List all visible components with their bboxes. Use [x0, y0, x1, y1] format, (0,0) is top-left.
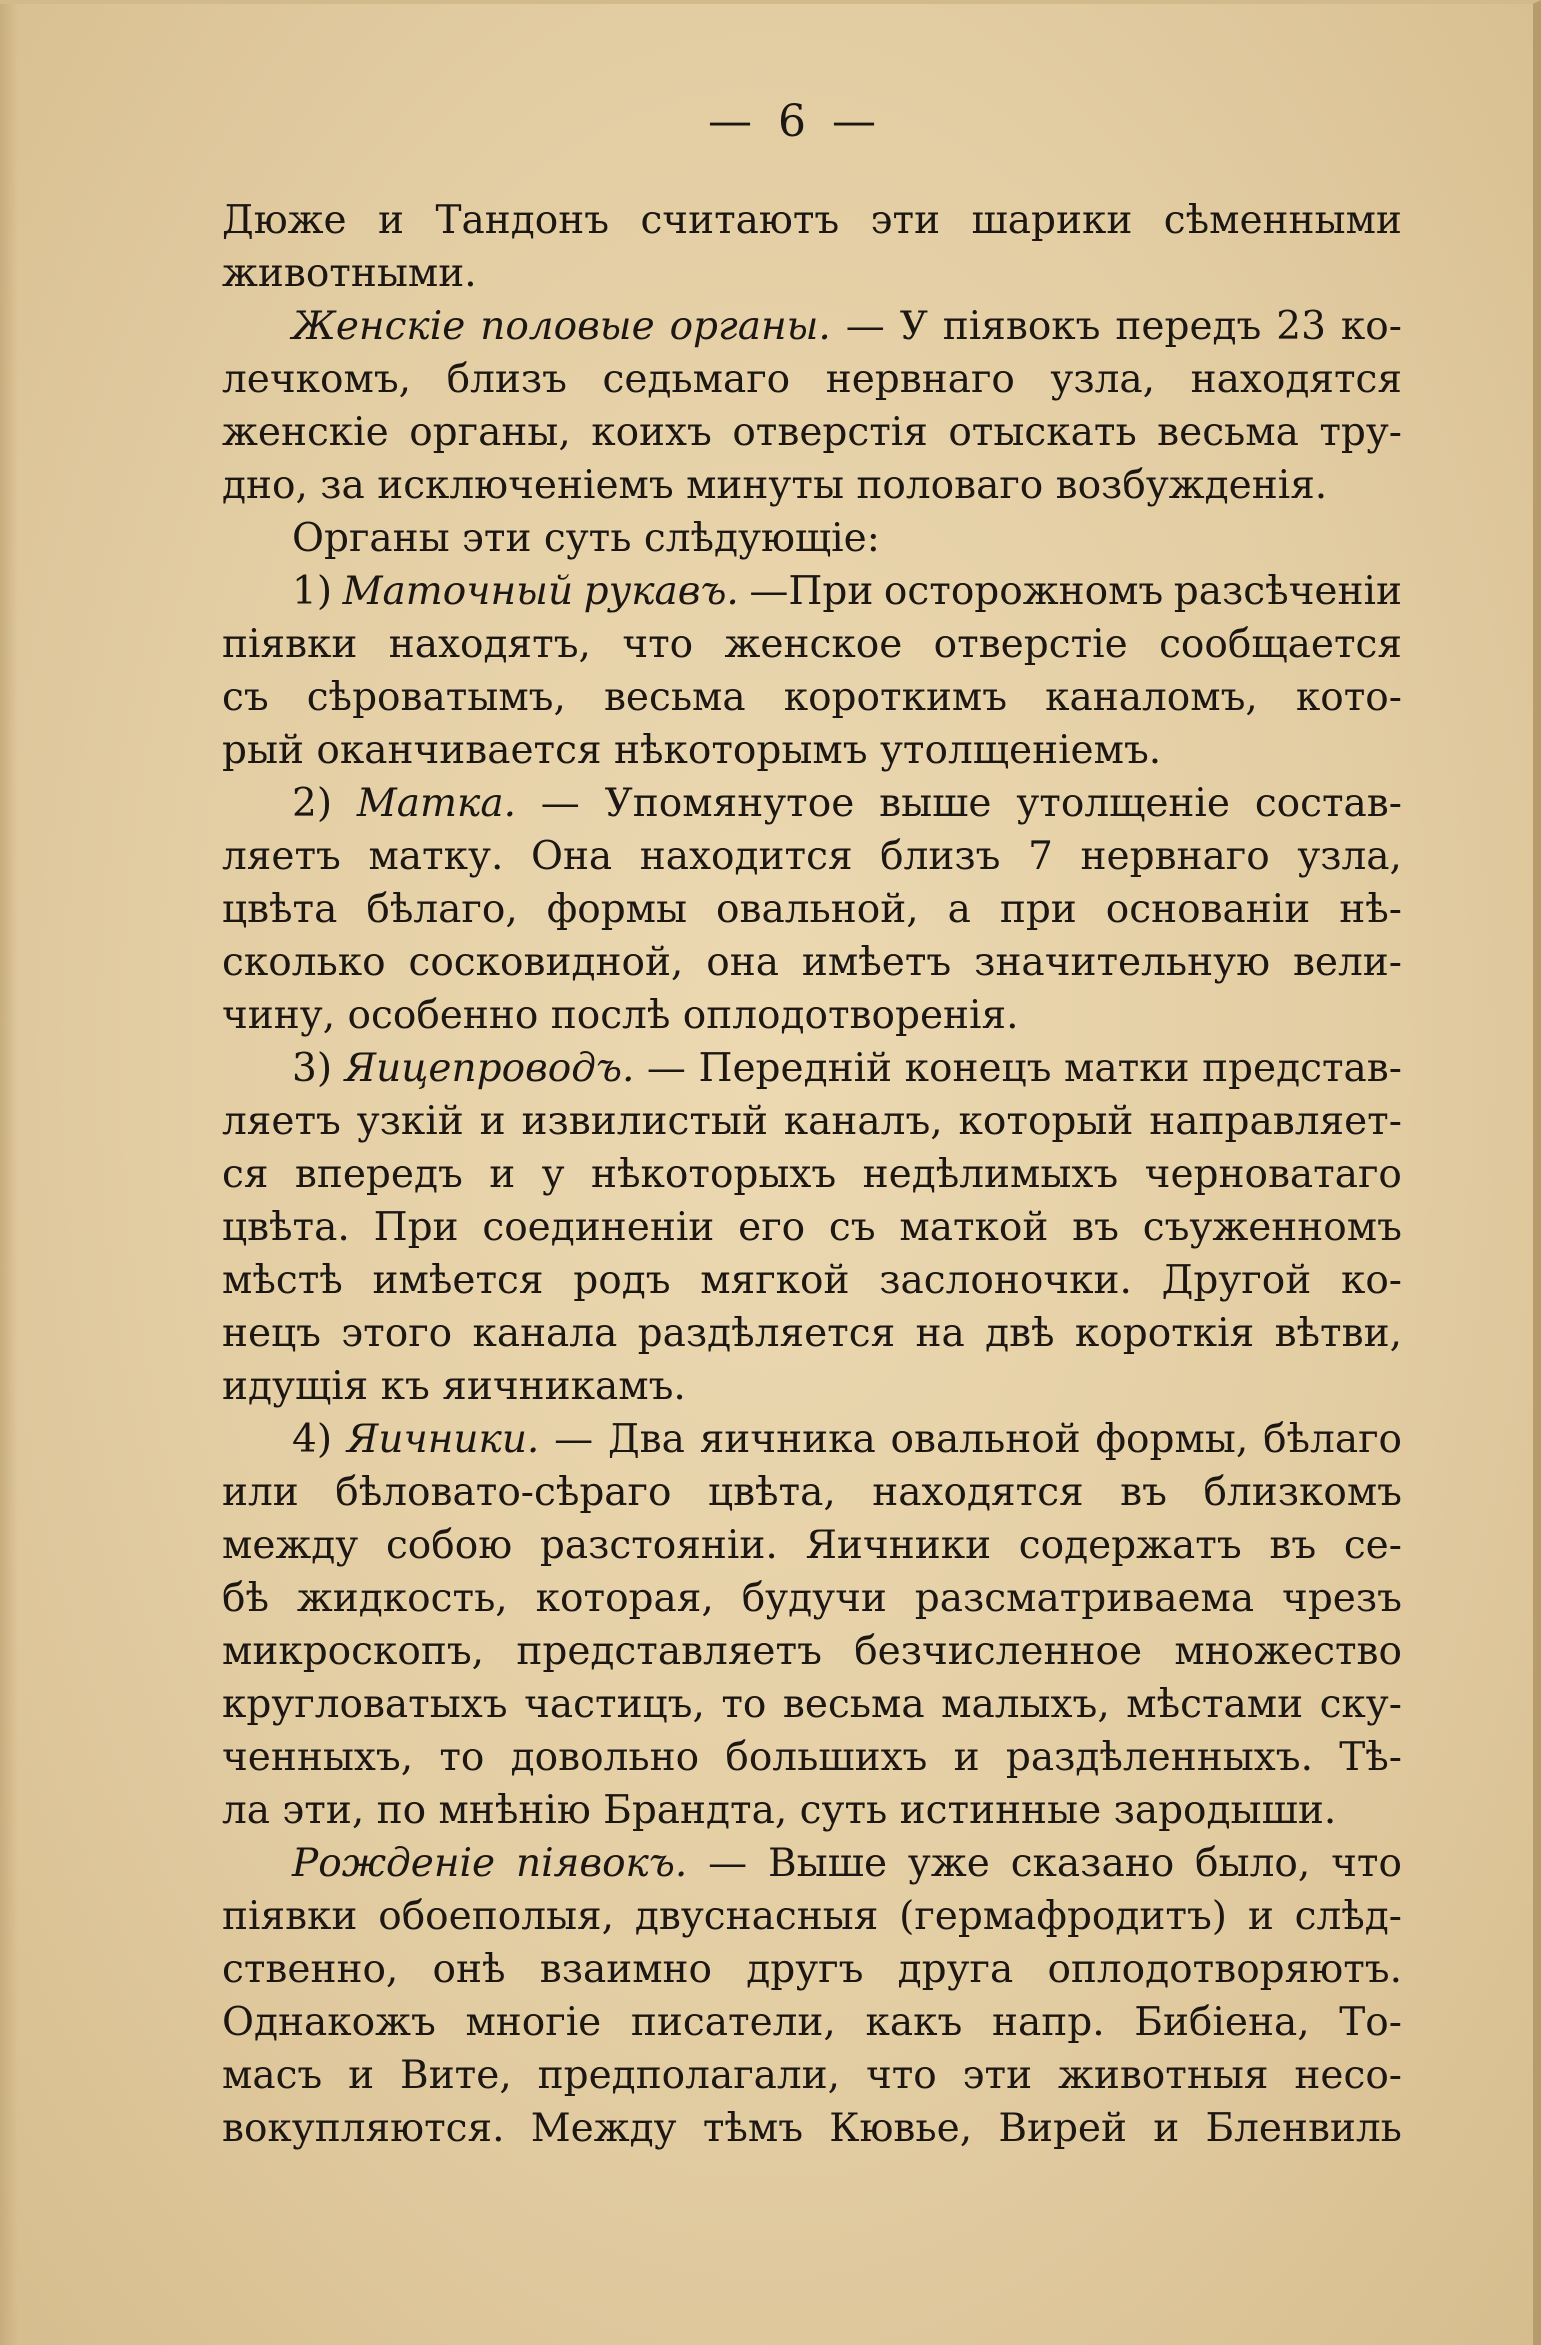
word: съ	[828, 1205, 876, 1250]
word: нервнаго	[1080, 834, 1270, 879]
word: піявокъ	[942, 304, 1101, 349]
word: цвѣта.	[222, 1205, 350, 1250]
word: съ	[222, 675, 269, 720]
word: вокупляются.	[222, 2106, 505, 2151]
word: каналъ,	[783, 1099, 943, 1144]
word: между	[222, 1523, 359, 1568]
word: Вите,	[400, 2053, 512, 2098]
word: нѣкоторыхъ	[591, 1152, 837, 1197]
word: и	[348, 2053, 375, 2098]
word: весьма	[1157, 410, 1299, 455]
word: безчисленное	[854, 1629, 1143, 1674]
word: что	[1331, 1841, 1402, 1886]
word: близъ	[880, 834, 1001, 879]
word: узкій	[356, 1099, 464, 1144]
word: короткимъ	[783, 675, 1008, 720]
word: 23	[1276, 304, 1326, 349]
text-line	[222, 830, 1402, 883]
word: въ	[1269, 1523, 1317, 1568]
word: Маточный	[342, 569, 574, 614]
text-line	[222, 618, 1402, 671]
word: 7	[1028, 834, 1053, 879]
word: и	[1247, 1894, 1274, 1939]
word: друга	[897, 1947, 1014, 1992]
word: представ-	[1202, 1046, 1402, 1091]
word: половые	[480, 304, 655, 349]
word: съуженномъ	[1142, 1205, 1402, 1250]
line-text: ла эти, по мнѣнію Брандта, суть истинные зародыши.	[222, 1788, 1337, 1833]
word: и	[489, 1152, 516, 1197]
word: —При	[749, 569, 874, 614]
word: —	[845, 304, 885, 349]
text-line	[222, 1307, 1402, 1360]
word: направляет-	[1149, 1099, 1402, 1144]
word: писатели,	[630, 2000, 836, 2045]
word: піявки	[222, 1894, 358, 1939]
word: при	[999, 887, 1077, 932]
word: близкомъ	[1203, 1470, 1402, 1515]
word: то	[439, 1735, 485, 1780]
word: раздѣляется	[637, 1311, 896, 1356]
word: отверстіе	[933, 622, 1128, 667]
word: находится	[639, 834, 853, 879]
word: ченныхъ,	[222, 1735, 414, 1780]
word: близъ	[446, 357, 567, 402]
word: въ	[1120, 1470, 1167, 1515]
text-line	[222, 1042, 1402, 1095]
word: множество	[1174, 1629, 1402, 1674]
word: у	[541, 1152, 565, 1197]
word: взаимно	[539, 1947, 713, 1992]
word: сѣроватымъ,	[306, 675, 566, 720]
page-number: — 6 —	[708, 96, 882, 147]
word: Яицепроводъ.	[344, 1046, 635, 1091]
word: эти	[962, 2053, 1033, 2098]
word: будучи	[741, 1576, 887, 1621]
word: се-	[1343, 1523, 1402, 1568]
word: кото-	[1295, 675, 1402, 720]
word: разстояніи.	[539, 1523, 778, 1568]
word: овальной	[890, 1417, 1081, 1462]
word: который	[958, 1099, 1134, 1144]
word: и	[953, 1735, 980, 1780]
word: нѣ-	[1339, 887, 1402, 932]
word: содержатъ	[1018, 1523, 1242, 1568]
word: При	[373, 1205, 459, 1250]
word: находятъ,	[388, 622, 591, 667]
word: находятся	[1190, 357, 1402, 402]
word: Упомянутое	[604, 781, 855, 826]
word: микроскопъ,	[222, 1629, 485, 1674]
word: отыскать	[948, 410, 1137, 455]
text-line	[222, 194, 1402, 247]
text-line	[222, 247, 1402, 300]
word: піявокъ.	[515, 1841, 688, 1886]
word: мѣстами	[1126, 1682, 1304, 1727]
word: —	[554, 1417, 594, 1462]
word: и	[1153, 2106, 1180, 2151]
word: маткой	[899, 1205, 1049, 1250]
word: Яичники.	[346, 1417, 540, 1462]
word: шарики	[971, 198, 1133, 243]
word: —	[540, 781, 580, 826]
word: представляетъ	[516, 1629, 822, 1674]
text-line	[222, 512, 1402, 565]
text-line	[222, 671, 1402, 724]
word: Тѣ-	[1339, 1735, 1402, 1780]
word: этого	[341, 1311, 453, 1356]
word: Дюже	[222, 198, 347, 243]
text-line	[222, 459, 1402, 512]
page-fold-shadow	[0, 4, 18, 2345]
word: каналомъ,	[1045, 675, 1258, 720]
word: соединеніи	[482, 1205, 715, 1250]
word: Бибіена,	[1134, 2000, 1310, 2045]
word: выше	[879, 781, 992, 826]
word: ляетъ	[222, 1099, 341, 1144]
word: седьмаго	[602, 357, 791, 402]
word: ко-	[1340, 304, 1402, 349]
word: утолщеніе	[1016, 781, 1230, 826]
text-line	[222, 2102, 1402, 2155]
word: весьма	[603, 675, 746, 720]
word: 2)	[292, 781, 333, 826]
word: Другой	[1161, 1258, 1312, 1303]
word: слѣд-	[1294, 1894, 1402, 1939]
word: органы,	[409, 410, 571, 455]
word: сѣменными	[1163, 198, 1402, 243]
word: канала	[472, 1311, 618, 1356]
word: состав-	[1254, 781, 1402, 826]
word: ственно,	[222, 1947, 399, 1992]
text-line	[222, 1784, 1402, 1837]
text-line	[222, 1625, 1402, 1678]
word: частицъ,	[524, 1682, 705, 1727]
text-line	[222, 353, 1402, 406]
word: бѣлаго	[1263, 1417, 1402, 1462]
text-line	[222, 724, 1402, 777]
text-line	[222, 1201, 1402, 1254]
word: сосковидной,	[408, 940, 684, 985]
word: (гермафродитъ)	[899, 1894, 1228, 1939]
word: предполагали,	[537, 2053, 841, 2098]
word: которая,	[535, 1576, 714, 1621]
text-line	[222, 1572, 1402, 1625]
text-line	[222, 777, 1402, 830]
word: Кювье,	[829, 2106, 973, 2151]
word: оплодотворяютъ.	[1047, 1947, 1402, 1992]
word: большихъ	[725, 1735, 928, 1780]
word: Тандонъ	[435, 198, 610, 243]
text-line	[222, 1890, 1402, 1943]
text-line	[222, 1254, 1402, 1307]
word: недѣлимыхъ	[862, 1152, 1119, 1197]
word: несо-	[1294, 2053, 1402, 2098]
word: формы,	[1095, 1417, 1249, 1462]
word: и	[378, 198, 405, 243]
word: рукавъ.	[583, 569, 739, 614]
word: вѣтви,	[1274, 1311, 1402, 1356]
word: сообщается	[1159, 622, 1402, 667]
text-line	[222, 1519, 1402, 1572]
word: ляетъ	[222, 834, 341, 879]
word: сколько	[222, 940, 386, 985]
word: узла,	[1297, 834, 1402, 879]
word: въ	[1072, 1205, 1119, 1250]
word: а	[947, 887, 971, 932]
word: То-	[1339, 2000, 1402, 2045]
word: имѣетъ	[801, 940, 952, 985]
word: Бленвиль	[1205, 2106, 1402, 2151]
word: лечкомъ,	[222, 357, 412, 402]
word: овальной,	[716, 887, 919, 932]
word: значительную	[974, 940, 1271, 985]
word: Между	[530, 2106, 677, 2151]
word: формы	[546, 887, 688, 932]
word: эти	[870, 198, 941, 243]
word: Женскіе	[292, 304, 466, 349]
word: разсматриваема	[914, 1576, 1255, 1621]
word: раздѣленныхъ.	[1005, 1735, 1313, 1780]
word: находятся	[872, 1470, 1084, 1515]
word: заслоночки.	[879, 1258, 1132, 1303]
word: 4)	[292, 1417, 333, 1462]
word: то	[721, 1682, 767, 1727]
word: довольно	[510, 1735, 700, 1780]
word: Рожденіе	[292, 1841, 496, 1886]
word: матки	[1063, 1046, 1190, 1091]
word: Вирей	[998, 2106, 1128, 2151]
word: коихъ	[591, 410, 712, 455]
word: его	[738, 1205, 806, 1250]
word: бѣлаго,	[366, 887, 518, 932]
word: и	[479, 1099, 506, 1144]
line-text: животными.	[222, 251, 477, 296]
word: многіе	[465, 2000, 602, 2045]
word: уже	[907, 1841, 990, 1886]
text-line	[222, 406, 1402, 459]
word: мѣстѣ	[222, 1258, 343, 1303]
text-line	[222, 1466, 1402, 1519]
line-text: дно, за исключеніемъ минуты половаго возбужденія.	[222, 463, 1328, 508]
text-line	[222, 565, 1402, 618]
word: —	[708, 1841, 748, 1886]
line-text: Органы эти суть слѣдующіе:	[292, 516, 880, 561]
word: 3)	[292, 1046, 333, 1091]
word: жидкость,	[296, 1576, 508, 1621]
word: У	[899, 304, 928, 349]
word: сказано	[1010, 1841, 1175, 1886]
word: органы.	[669, 304, 831, 349]
word: двуснасныя	[634, 1894, 879, 1939]
word: обоеполыя,	[378, 1894, 615, 1939]
word: кругловатыхъ	[222, 1682, 508, 1727]
word: короткія	[1074, 1311, 1255, 1356]
line-text: рый оканчивается нѣкоторымъ утолщеніемъ.	[222, 728, 1162, 773]
text-line	[222, 989, 1402, 1042]
word: другъ	[746, 1947, 864, 1992]
text-line	[222, 1360, 1402, 1413]
text-line	[222, 1413, 1402, 1466]
word: она	[706, 940, 779, 985]
word: масъ	[222, 2053, 323, 2098]
text-line	[222, 2049, 1402, 2102]
word: Однакожъ	[222, 2000, 436, 2045]
word: 1)	[292, 569, 333, 614]
word: впередъ	[294, 1152, 463, 1197]
text-line	[222, 1996, 1402, 2049]
text-line	[222, 1731, 1402, 1784]
word: мягкой	[700, 1258, 850, 1303]
word: нецъ	[222, 1311, 321, 1356]
word: чрезъ	[1282, 1576, 1402, 1621]
word: матку.	[368, 834, 504, 879]
text-line	[222, 1678, 1402, 1731]
word: Яичники	[805, 1523, 992, 1568]
text-line	[222, 1148, 1402, 1201]
word: что	[622, 622, 694, 667]
word: тру-	[1319, 410, 1402, 455]
word: весьма	[782, 1682, 925, 1727]
line-text: идущія къ яичникамъ.	[222, 1364, 686, 1409]
word: Выше	[768, 1841, 888, 1886]
word: вели-	[1292, 940, 1402, 985]
word: цвѣта	[222, 887, 338, 932]
text-line	[222, 883, 1402, 936]
word: тѣмъ	[702, 2106, 804, 2151]
word: женскіе	[222, 410, 389, 455]
word: что	[865, 2053, 937, 2098]
word: женское	[724, 622, 903, 667]
word: яичника	[699, 1417, 876, 1462]
word: или	[222, 1470, 299, 1515]
word: какъ	[865, 2000, 963, 2045]
word: Передній	[698, 1046, 893, 1091]
text-line	[222, 1095, 1402, 1148]
word: —	[646, 1046, 686, 1091]
word: онѣ	[432, 1947, 506, 1992]
word: было,	[1195, 1841, 1311, 1886]
text-line	[222, 1943, 1402, 1996]
word: считаютъ	[640, 198, 840, 243]
word: узла,	[1050, 357, 1156, 402]
text-line	[222, 936, 1402, 989]
word: малыхъ,	[941, 1682, 1110, 1727]
word: животныя	[1057, 2053, 1269, 2098]
word: Матка.	[356, 781, 516, 826]
word: отверстія	[732, 410, 928, 455]
word: ко-	[1340, 1258, 1402, 1303]
word: осторожномъ	[883, 569, 1164, 614]
word: Два	[607, 1417, 685, 1462]
word: двѣ	[985, 1311, 1055, 1356]
word: разсѣченіи	[1173, 569, 1402, 614]
word: основаніи	[1105, 887, 1311, 932]
word: на	[915, 1311, 965, 1356]
word: родъ	[573, 1258, 671, 1303]
word: собою	[385, 1523, 513, 1568]
word: ся	[222, 1152, 269, 1197]
text-line	[222, 1837, 1402, 1890]
line-text: чину, особенно послѣ оплодотворенія.	[222, 993, 1019, 1038]
word: конецъ	[904, 1046, 1052, 1091]
word: передъ	[1115, 304, 1262, 349]
body-text	[222, 194, 1402, 2155]
word: бѣловато-сѣраго	[335, 1470, 672, 1515]
word: цвѣта,	[707, 1470, 836, 1515]
word: ску-	[1319, 1682, 1402, 1727]
word: нервнаго	[825, 357, 1015, 402]
text-line	[222, 300, 1402, 353]
word: имѣется	[372, 1258, 544, 1303]
word: Она	[530, 834, 613, 879]
word: черноватаго	[1144, 1152, 1402, 1197]
word: напр.	[992, 2000, 1105, 2045]
word: извилистый	[521, 1099, 768, 1144]
word: бѣ	[222, 1576, 269, 1621]
word: піявки	[222, 622, 358, 667]
